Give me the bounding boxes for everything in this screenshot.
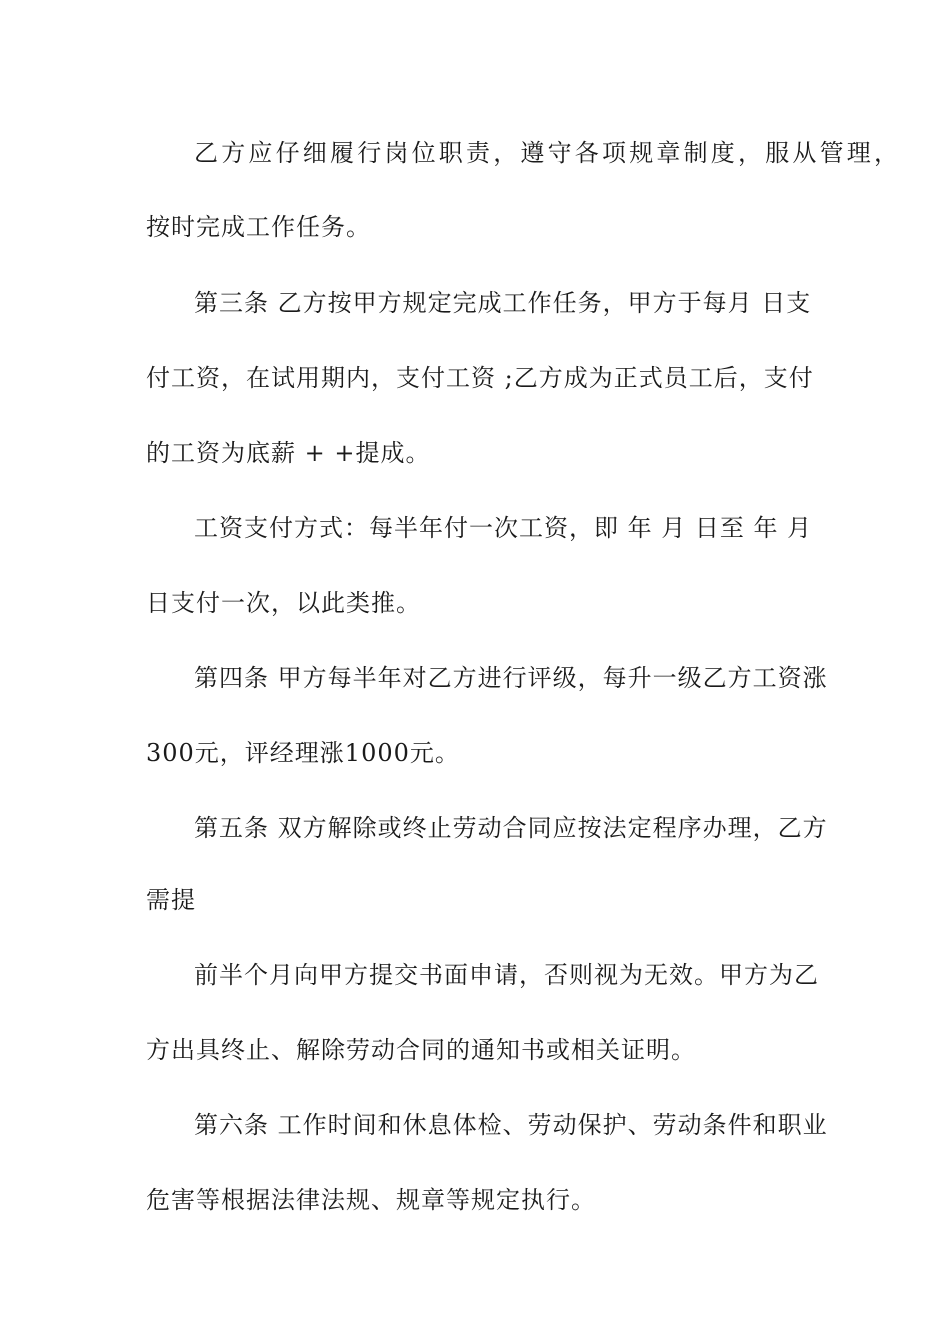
paragraph-line: 需提 — [146, 886, 196, 914]
paragraph-line: 300元，评经理涨1000元。 — [146, 739, 460, 767]
paragraph-line: 工资支付方式：每半年付一次工资，即 年 月 日至 年 月 — [194, 514, 813, 542]
paragraph-line: 前半个月向甲方提交书面申请，否则视为无效。甲方为乙 — [194, 961, 819, 989]
paragraph-line: 第四条 甲方每半年对乙方进行评级，每升一级乙方工资涨 — [194, 664, 828, 692]
paragraph-line: 按时完成工作任务。 — [146, 213, 371, 241]
paragraph-line: 危害等根据法律法规、规章等规定执行。 — [146, 1186, 596, 1214]
paragraph-line: 第六条 工作时间和休息体检、劳动保护、劳动条件和职业 — [194, 1111, 828, 1139]
paragraph-line: 日支付一次，以此类推。 — [146, 589, 421, 617]
paragraph-line: 的工资为底薪 + +提成。 — [146, 439, 431, 467]
paragraph-line: 乙方应仔细履行岗位职责，遵守各项规章制度，服从管理， — [194, 139, 902, 167]
paragraph-line: 方出具终止、解除劳动合同的通知书或相关证明。 — [146, 1036, 696, 1064]
paragraph-line: 付工资，在试用期内，支付工资 ;乙方成为正式员工后，支付 — [146, 364, 814, 392]
paragraph-line: 第三条 乙方按甲方规定完成工作任务，甲方于每月 日支 — [194, 289, 812, 317]
paragraph-line: 第五条 双方解除或终止劳动合同应按法定程序办理，乙方 — [194, 814, 828, 842]
